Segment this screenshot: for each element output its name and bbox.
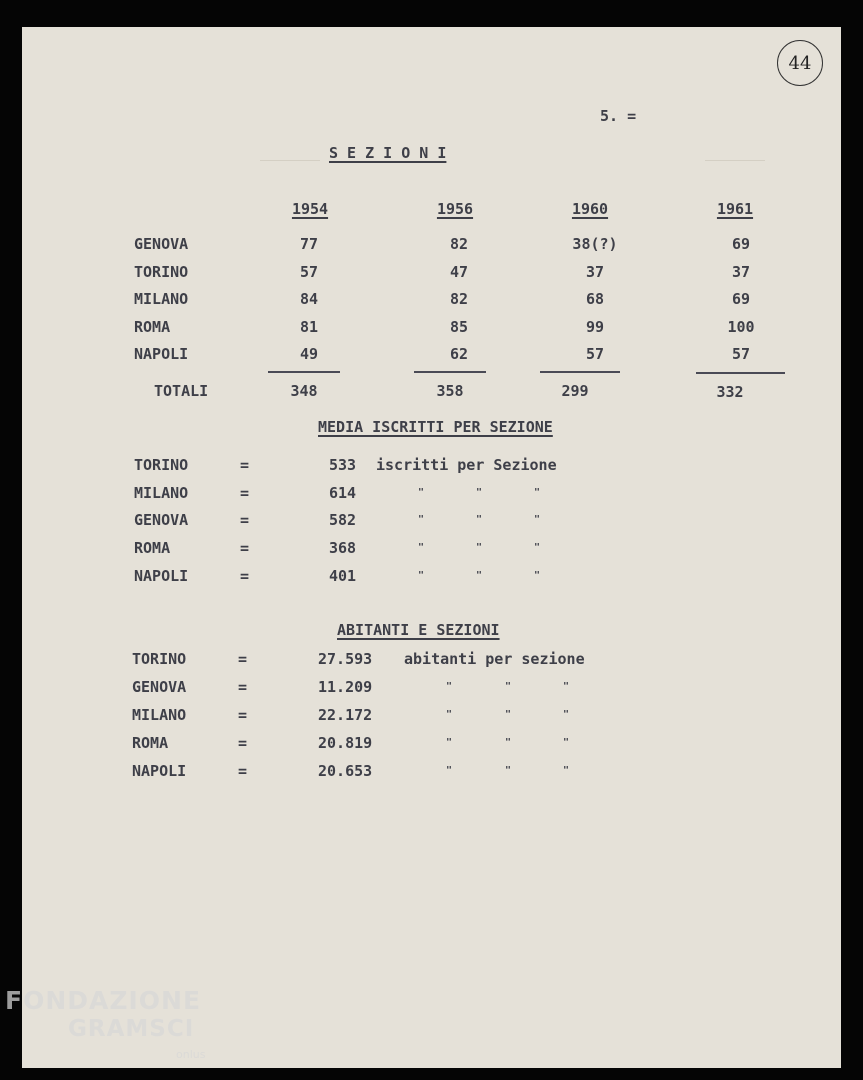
cell-value: 37 [585,262,605,281]
unit-label: abitanti per sezione [404,650,585,668]
sum-line [268,371,340,373]
ditto-mark: " [418,486,425,498]
city-label: ROMA [134,317,171,336]
abitanti-value: 20.653 [318,762,373,780]
totals-label: TOTALI [154,382,209,400]
equals-sign: = [240,456,250,474]
media-value: 614 [329,483,357,502]
abitanti-value: 11.209 [318,678,373,696]
city-label: TORINO [134,456,189,474]
ditto-mark: " [476,486,483,498]
city-label: ROMA [132,734,169,752]
equals-sign: = [238,650,248,668]
cell-value: 57 [731,345,751,363]
ditto-mark: " [563,765,570,776]
sum-line [696,372,785,374]
page-mark-circled: 44 [777,40,823,86]
cell-value: 85 [449,317,469,336]
cell-value: 69 [731,235,751,253]
equals-sign: = [240,483,250,502]
sezioni-title: S E Z I O N I [329,144,447,162]
sum-line [414,371,486,373]
total-value: 299 [561,382,589,400]
cell-value: 69 [731,290,751,308]
ditto-mark: " [563,737,570,748]
watermark-line3: onlus [176,1048,206,1061]
cell-value: 62 [449,345,469,363]
equals-sign: = [238,734,248,752]
abitanti-value: 27.593 [318,650,373,668]
cell-value: 68 [585,290,605,308]
ditto-mark: " [476,542,483,554]
total-value: 348 [290,382,318,400]
ditto-mark: " [418,514,425,526]
city-label: NAPOLI [132,762,187,780]
ditto-mark: " [505,709,512,720]
media-value: 533 [329,456,357,474]
ditto-mark: " [505,681,512,692]
cell-value: 82 [449,290,469,308]
page-number: 5. = [600,107,637,125]
cell-value: 84 [299,290,319,308]
abitanti-value: 22.172 [318,706,373,724]
unit-label: iscritti per Sezione [376,456,557,474]
cell-value: 38(?) [572,235,618,253]
ditto-mark: " [476,514,483,526]
equals-sign: = [238,762,248,780]
watermark-line2: GRAMSCI [68,1016,195,1042]
sum-line [540,371,620,373]
ditto-mark: " [534,569,541,581]
cell-value: 57 [585,345,605,363]
city-label: GENOVA [134,511,189,530]
city-label: TORINO [134,262,189,281]
ditto-mark: " [534,514,541,526]
year-header: 1961 [716,200,754,218]
year-header: 1954 [291,200,329,218]
ditto-mark: " [534,486,541,498]
ditto-mark: " [446,709,453,720]
cell-value: 57 [299,262,319,281]
cell-value: 81 [299,317,319,336]
city-label: MILANO [134,483,189,502]
equals-sign: = [240,539,250,558]
ditto-mark: " [418,542,425,554]
media-value: 582 [329,511,357,530]
cell-value: 47 [449,262,469,281]
ditto-mark: " [534,542,541,554]
total-value: 332 [716,383,744,401]
ditto-mark: " [446,737,453,748]
ditto-mark: " [563,681,570,692]
media-value: 401 [329,566,357,585]
ditto-mark: " [418,569,425,581]
equals-sign: = [238,706,248,724]
abitanti-value: 20.819 [318,734,373,752]
abitanti-title: ABITANTI E SEZIONI [337,621,500,639]
decorative-line [260,160,320,161]
cell-value: 82 [449,235,469,253]
ditto-mark: " [476,569,483,581]
cell-value: 100 [727,317,755,336]
media-title: MEDIA ISCRITTI PER SEZIONE [318,418,553,436]
total-value: 358 [436,382,464,400]
decorative-line [705,160,765,161]
ditto-mark: " [446,765,453,776]
media-value: 368 [329,539,357,558]
year-header: 1960 [571,200,609,218]
ditto-mark: " [446,681,453,692]
ditto-mark: " [505,765,512,776]
city-label: MILANO [134,290,189,308]
equals-sign: = [238,678,248,696]
watermark-line1: FONDAZIONE [5,986,202,1015]
cell-value: 77 [299,235,319,253]
city-label: GENOVA [134,235,189,253]
cell-value: 37 [731,262,751,281]
ditto-mark: " [505,737,512,748]
city-label: TORINO [132,650,187,668]
equals-sign: = [240,511,250,530]
cell-value: 49 [299,345,319,363]
city-label: MILANO [132,706,187,724]
city-label: NAPOLI [134,566,189,585]
city-label: NAPOLI [134,345,189,363]
city-label: ROMA [134,539,171,558]
ditto-mark: " [563,709,570,720]
city-label: GENOVA [132,678,187,696]
equals-sign: = [240,566,250,585]
cell-value: 99 [585,317,605,336]
year-header: 1956 [436,200,474,218]
